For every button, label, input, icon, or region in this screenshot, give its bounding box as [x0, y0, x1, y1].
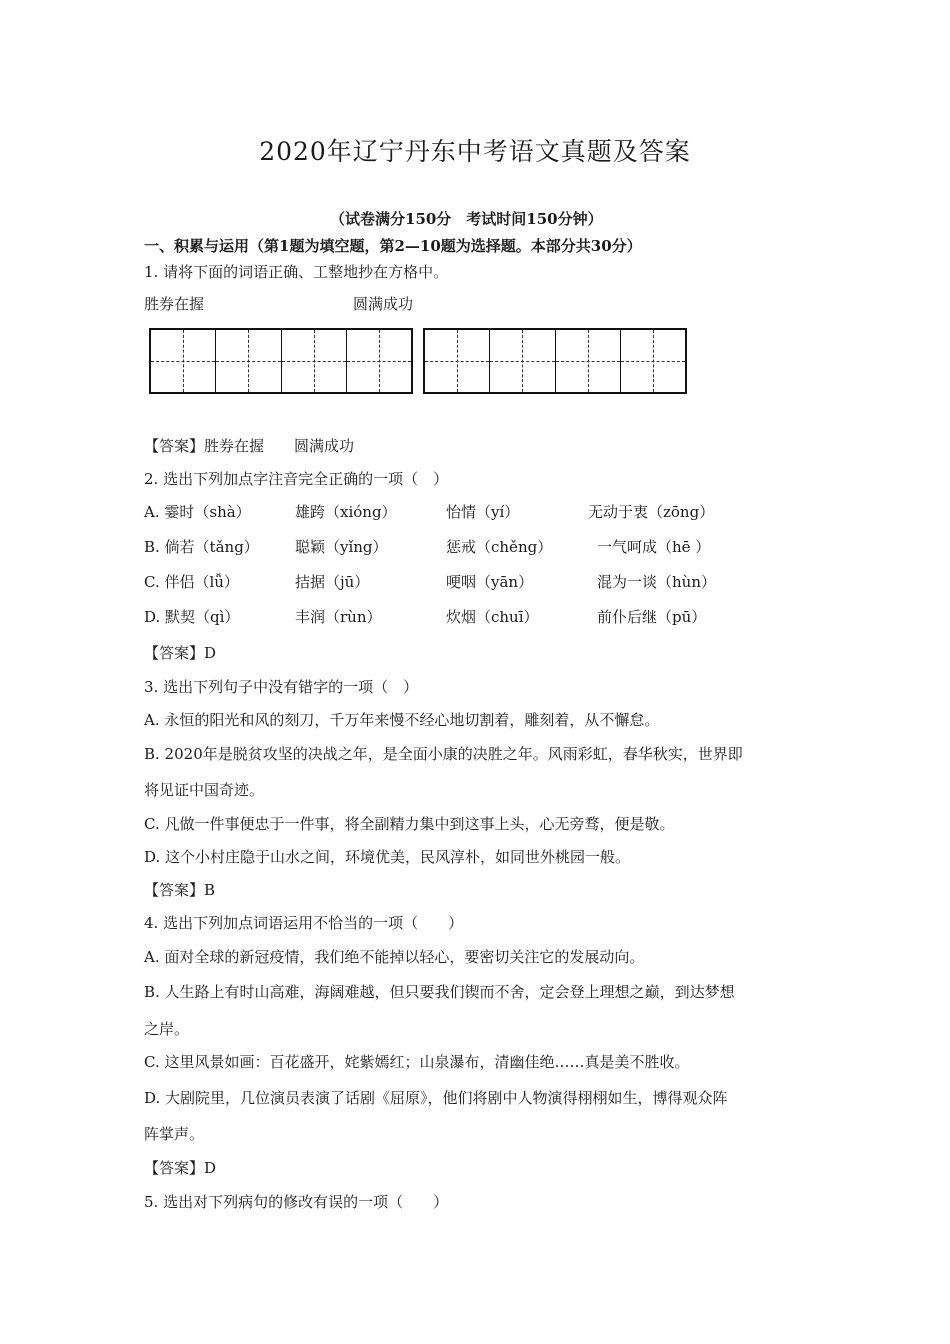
q3-option-a: A. 永恒的阳光和风的刻刀，千万年来慢不经心地切割着，雕刻着，从不懈怠。: [144, 711, 660, 729]
exam-info: （试卷满分150分 考试时间150分钟）: [330, 210, 603, 228]
q2-option-c-3: 哽咽（yān）: [446, 573, 534, 591]
q2-option-a-2: 雄跨（xióng）: [295, 503, 397, 521]
q2-option-c-2: 拮据（jū）: [295, 573, 370, 591]
q2-option-d-2: 丰润（rùn）: [295, 608, 382, 626]
q2-stem: 2. 选出下列加点字注音完全正确的一项（ ）: [144, 470, 449, 488]
q1-word2: 圆满成功: [353, 295, 414, 313]
q4-option-d-line2: 阵掌声。: [144, 1125, 205, 1143]
q4-option-b-line2: 之岸。: [144, 1020, 190, 1038]
q3-option-d: D. 这个小村庄隐于山水之间，环境优美，民风淳朴，如同世外桃园一般。: [144, 848, 631, 866]
q4-option-b-line1: B. 人生路上有时山高难，海阔难越，但只要我们锲而不舍，定会登上理想之巅，到达梦想: [144, 983, 735, 1001]
q3-option-b-line1: B. 2020年是脱贫攻坚的决战之年，是全面小康的决胜之年。风雨彩虹，春华秋实，世界即: [144, 745, 743, 763]
q2-answer: 【答案】D: [144, 644, 217, 662]
q3-option-c: C. 凡做一件事便忠于一件事，将全副精力集中到这事上头，心无旁骛，便是敬。: [144, 815, 675, 833]
q2-option-b-3: 惩戒（chěng）: [446, 538, 553, 556]
q2-option-b-1: B. 倘若（tǎng）: [144, 538, 259, 556]
q1-word1: 胜券在握: [144, 295, 205, 313]
q4-option-d-line1: D. 大剧院里，几位演员表演了话剧《屈原》，他们将剧中人物演得栩栩如生，博得观众阵: [144, 1089, 728, 1107]
q2-option-b-4: 一气呵成（hē ）: [597, 538, 711, 556]
q1-stem: 1. 请将下面的词语正确、工整地抄在方格中。: [144, 263, 449, 281]
q2-option-a-3: 怡情（yí）: [446, 503, 520, 521]
q4-option-a: A. 面对全球的新冠疫情，我们绝不能掉以轻心，要密切关注它的发展动向。: [144, 948, 645, 966]
q4-answer: 【答案】D: [144, 1159, 217, 1177]
writing-grid-2: [423, 328, 687, 394]
writing-grid-1: [149, 328, 413, 394]
q4-option-c: C. 这里风景如画：百花盛开，姹紫嫣红；山泉瀑布，清幽佳绝……真是美不胜收。: [144, 1053, 690, 1071]
q1-answer: 【答案】胜券在握 圆满成功: [144, 437, 355, 455]
q2-option-a-1: A. 霎时（shà）: [144, 503, 251, 521]
q3-option-b-line2: 将见证中国奇迹。: [144, 781, 265, 799]
q2-option-b-2: 聪颖（yǐng）: [295, 538, 388, 556]
page-title: 2020年辽宁丹东中考语文真题及答案: [259, 137, 691, 166]
q2-option-d-1: D. 默契（qì）: [144, 608, 240, 626]
q5-stem: 5. 选出对下列病句的修改有误的一项（ ）: [144, 1193, 449, 1211]
q2-option-d-4: 前仆后继（pū）: [597, 608, 707, 626]
q3-answer: 【答案】B: [144, 881, 216, 899]
q4-stem: 4. 选出下列加点词语运用不恰当的一项（ ）: [144, 914, 464, 932]
q2-option-c-4: 混为一谈（hùn）: [597, 573, 716, 591]
q2-option-c-1: C. 伴侣（lǚ）: [144, 573, 239, 591]
q3-stem: 3. 选出下列句子中没有错字的一项（ ）: [144, 678, 419, 696]
q2-option-a-4: 无动于衷（zōng）: [588, 503, 715, 521]
q2-option-d-3: 炊烟（chuī）: [446, 608, 539, 626]
section-heading: 一、积累与运用（第1题为填空题，第2—10题为选择题。本部分共30分）: [144, 237, 642, 255]
